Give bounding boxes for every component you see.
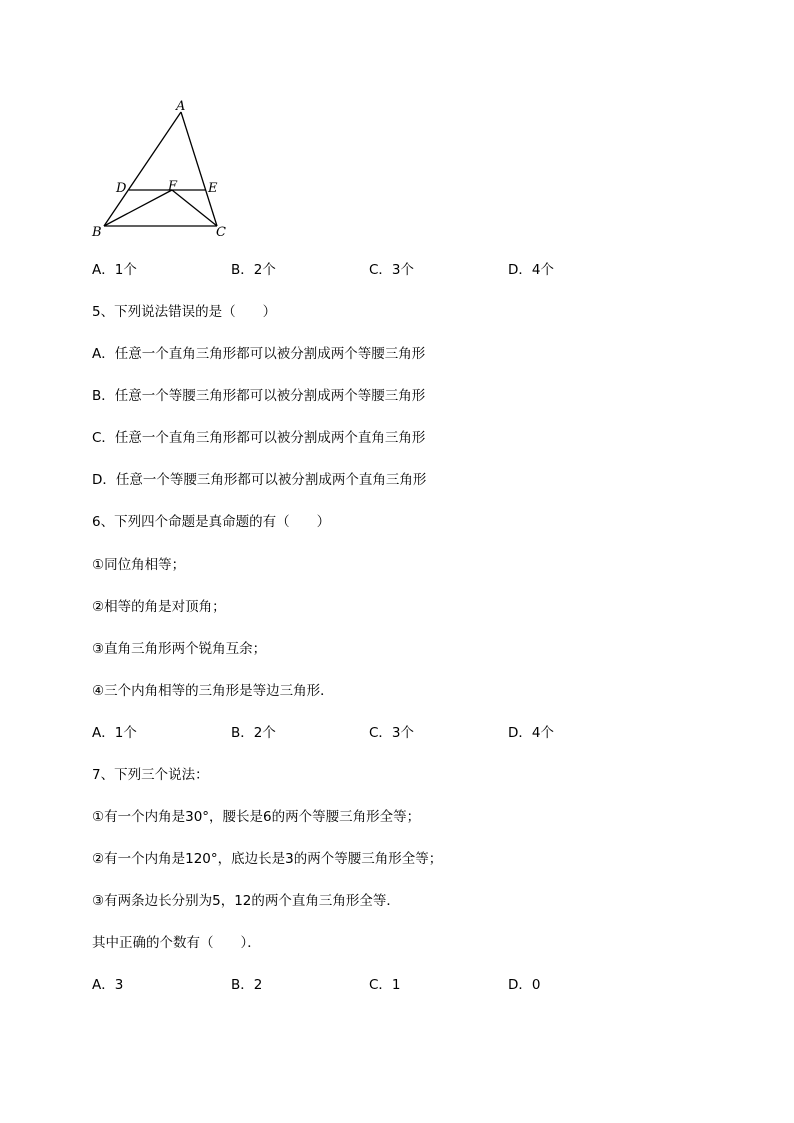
q4-option-b[interactable]: B．2个 xyxy=(231,262,276,278)
segment-AB xyxy=(104,112,181,226)
segment-AC xyxy=(181,112,217,226)
q7-option-b[interactable]: B．2 xyxy=(231,977,263,993)
q5-option-d[interactable]: D．任意一个等腰三角形都可以被分割成两个直角三角形 xyxy=(92,472,427,488)
label-F: F xyxy=(168,179,178,194)
segment-BF xyxy=(104,190,172,226)
q6-option-a[interactable]: A．1个 xyxy=(92,725,137,741)
q7-item-1: ①有一个内角是30°，腰长是6的两个等腰三角形全等； xyxy=(92,809,421,825)
q6-options xyxy=(92,723,712,743)
q7-item-2: ②有一个内角是120°，底边长是3的两个等腰三角形全等； xyxy=(92,851,443,867)
q6-option-d[interactable]: D．4个 xyxy=(508,725,554,741)
q7-question: 其中正确的个数有（ ）． xyxy=(92,935,261,951)
triangle-diagram xyxy=(88,96,238,246)
q4-option-c[interactable]: C．3个 xyxy=(369,262,415,278)
label-D: D xyxy=(116,181,127,196)
q6-item-2: ②相等的角是对顶角； xyxy=(92,599,226,615)
q6-option-b[interactable]: B．2个 xyxy=(231,725,276,741)
label-A: A xyxy=(176,99,186,114)
q7-options xyxy=(92,975,712,995)
label-E: E xyxy=(208,181,218,196)
label-B: B xyxy=(92,225,102,240)
q5-option-c[interactable]: C．任意一个直角三角形都可以被分割成两个直角三角形 xyxy=(92,430,426,446)
q4-options xyxy=(92,260,712,280)
q4-option-d[interactable]: D．4个 xyxy=(508,262,554,278)
q6-stem: 6、下列四个命题是真命题的有（ ） xyxy=(92,514,331,530)
q6-item-3: ③直角三角形两个锐角互余； xyxy=(92,641,267,657)
q5-option-a[interactable]: A．任意一个直角三角形都可以被分割成两个等腰三角形 xyxy=(92,346,426,362)
q5-stem: 5、下列说法错误的是（ ） xyxy=(92,304,277,320)
q7-option-c[interactable]: C．1 xyxy=(369,977,401,993)
q7-option-d[interactable]: D．0 xyxy=(508,977,541,993)
q7-stem: 7、下列三个说法： xyxy=(92,767,209,783)
q7-option-a[interactable]: A．3 xyxy=(92,977,124,993)
q6-item-4: ④三个内角相等的三角形是等边三角形． xyxy=(92,683,334,699)
q6-option-c[interactable]: C．3个 xyxy=(369,725,415,741)
q4-option-a[interactable]: A．1个 xyxy=(92,262,137,278)
q5-option-b[interactable]: B．任意一个等腰三角形都可以被分割成两个等腰三角形 xyxy=(92,388,426,404)
label-C: C xyxy=(216,225,226,240)
triangle-figure xyxy=(88,96,238,246)
q7-item-3: ③有两条边长分别为5，12的两个直角三角形全等． xyxy=(92,893,400,909)
q6-item-1: ①同位角相等； xyxy=(92,557,186,573)
